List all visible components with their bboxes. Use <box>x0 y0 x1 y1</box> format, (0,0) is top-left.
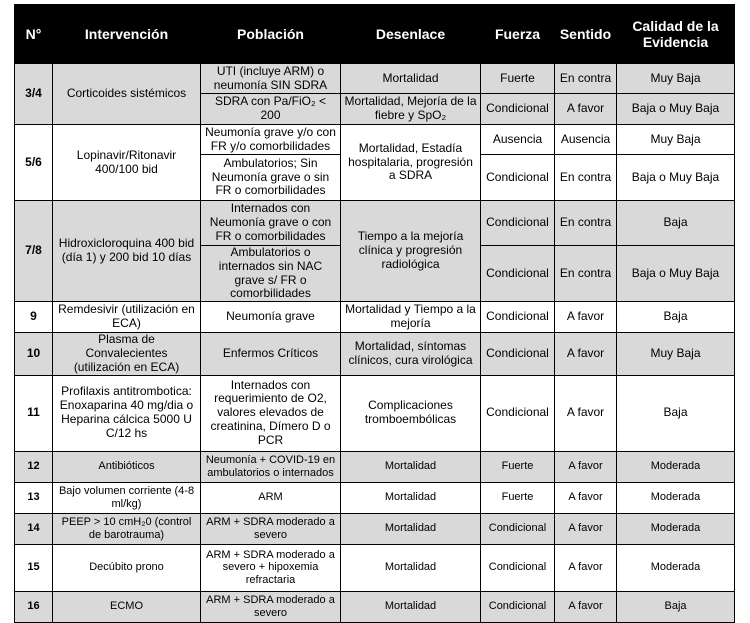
row-num: 5/6 <box>15 125 53 201</box>
row-intervencion: Remdesivir (utilización en ECA) <box>53 302 201 333</box>
row-sentido: A favor <box>555 513 617 544</box>
table-row <box>15 201 735 246</box>
header-intervencion: Intervención <box>53 5 201 64</box>
row-sentido: Ausencia <box>555 125 617 155</box>
row-calidad: Baja <box>617 375 735 451</box>
row-fuerza: Condicional <box>481 591 555 622</box>
row-fuerza: Fuerte <box>481 451 555 482</box>
row-intervencion: ECMO <box>53 591 201 622</box>
row-fuerza: Condicional <box>481 155 555 201</box>
header-sentido: Sentido <box>555 5 617 64</box>
table-row <box>15 302 735 333</box>
row-num: 9 <box>15 302 53 333</box>
row-calidad: Baja o Muy Baja <box>617 246 735 302</box>
row-num: 10 <box>15 333 53 375</box>
row-calidad: Baja o Muy Baja <box>617 155 735 201</box>
row-poblacion: Ambulatorios; Sin Neumonía grave o sin FR o comorbilidades <box>201 155 341 201</box>
table-row <box>15 544 735 591</box>
row-calidad: Muy Baja <box>617 333 735 375</box>
row-calidad: Moderada <box>617 513 735 544</box>
row-fuerza: Condicional <box>481 302 555 333</box>
header-calidad: Calidad de la Evidencia <box>617 5 735 64</box>
row-poblacion: SDRA con Pa/FiO₂ < 200 <box>201 94 341 125</box>
evidence-table <box>14 4 735 623</box>
row-sentido: En contra <box>555 246 617 302</box>
row-calidad: Baja o Muy Baja <box>617 94 735 125</box>
row-poblacion: ARM + SDRA moderado a severo + hipoxemia refractaria <box>201 544 341 591</box>
row-poblacion: Neumonía grave <box>201 302 341 333</box>
row-calidad: Moderada <box>617 544 735 591</box>
header-desenlace: Desenlace <box>341 5 481 64</box>
row-num: 16 <box>15 591 53 622</box>
row-sentido: A favor <box>555 333 617 375</box>
row-sentido: A favor <box>555 591 617 622</box>
table-header-row <box>15 5 735 64</box>
row-fuerza: Fuerte <box>481 482 555 513</box>
table-row <box>15 482 735 513</box>
row-poblacion: ARM <box>201 482 341 513</box>
row-sentido: En contra <box>555 64 617 94</box>
row-calidad: Muy Baja <box>617 125 735 155</box>
table-row <box>15 513 735 544</box>
row-sentido: A favor <box>555 451 617 482</box>
row-num: 15 <box>15 544 53 591</box>
table-row <box>15 375 735 451</box>
row-desenlace: Mortalidad, Estadía hospitalaria, progresión a SDRA <box>341 125 481 201</box>
row-fuerza: Condicional <box>481 94 555 125</box>
row-fuerza: Ausencia <box>481 125 555 155</box>
row-desenlace: Mortalidad <box>341 451 481 482</box>
row-intervencion: Corticoides sistémicos <box>53 64 201 125</box>
row-calidad: Moderada <box>617 451 735 482</box>
row-sentido: En contra <box>555 155 617 201</box>
row-num: 13 <box>15 482 53 513</box>
row-desenlace: Mortalidad, Mejoría de la fiebre y SpO₂ <box>341 94 481 125</box>
row-intervencion: Lopinavir/Ritonavir 400/100 bid <box>53 125 201 201</box>
row-num: 7/8 <box>15 201 53 302</box>
row-poblacion: UTI (incluye ARM) o neumonía SIN SDRA <box>201 64 341 94</box>
row-sentido: A favor <box>555 94 617 125</box>
row-num: 11 <box>15 375 53 451</box>
row-fuerza: Condicional <box>481 246 555 302</box>
row-poblacion: Internados con requerimiento de O2, valores elevados de creatinina, Dímero D o PCR <box>201 375 341 451</box>
row-desenlace: Mortalidad <box>341 482 481 513</box>
row-intervencion: Antibióticos <box>53 451 201 482</box>
row-intervencion: Profilaxis antitrombotica: Enoxaparina 40 mg/dia o Heparina cálcica 5000 U C/12 hs <box>53 375 201 451</box>
row-num: 3/4 <box>15 64 53 125</box>
row-intervencion: Bajo volumen corriente (4-8 ml/kg) <box>53 482 201 513</box>
row-fuerza: Condicional <box>481 201 555 246</box>
row-poblacion: ARM + SDRA moderado a severo <box>201 513 341 544</box>
row-poblacion: Internados con Neumonía grave o con FR o comorbilidades <box>201 201 341 246</box>
row-poblacion: Ambulatorios o internados sin NAC grave s/ FR o comorbilidades <box>201 246 341 302</box>
row-fuerza: Condicional <box>481 513 555 544</box>
row-desenlace: Mortalidad, síntomas clínicos, cura virológica <box>341 333 481 375</box>
table-row <box>15 125 735 155</box>
row-poblacion: Enfermos Críticos <box>201 333 341 375</box>
row-intervencion: PEEP > 10 cmH₂0 (control de barotrauma) <box>53 513 201 544</box>
row-fuerza: Condicional <box>481 544 555 591</box>
row-calidad: Baja <box>617 302 735 333</box>
row-sentido: A favor <box>555 302 617 333</box>
table-row <box>15 64 735 94</box>
header-num: N° <box>15 5 53 64</box>
row-desenlace: Complicaciones tromboembólicas <box>341 375 481 451</box>
row-desenlace: Mortalidad <box>341 544 481 591</box>
row-num: 14 <box>15 513 53 544</box>
row-poblacion: ARM + SDRA moderado a severo <box>201 591 341 622</box>
row-fuerza: Condicional <box>481 333 555 375</box>
header-fuerza: Fuerza <box>481 5 555 64</box>
row-poblacion: Neumonía grave y/o con FR y/o comorbilidades <box>201 125 341 155</box>
row-calidad: Baja <box>617 201 735 246</box>
table-row <box>15 591 735 622</box>
row-sentido: A favor <box>555 544 617 591</box>
header-poblacion: Población <box>201 5 341 64</box>
row-sentido: A favor <box>555 375 617 451</box>
row-sentido: A favor <box>555 482 617 513</box>
row-desenlace: Mortalidad <box>341 513 481 544</box>
row-desenlace: Mortalidad y Tiempo a la mejoría <box>341 302 481 333</box>
row-poblacion: Neumonía + COVID-19 en ambulatorios o internados <box>201 451 341 482</box>
row-intervencion: Plasma de Convalecientes (utilización en ECA) <box>53 333 201 375</box>
row-intervencion: Decúbito prono <box>53 544 201 591</box>
row-desenlace: Mortalidad <box>341 591 481 622</box>
row-intervencion: Hidroxicloroquina 400 bid (día 1) y 200 bid 10 días <box>53 201 201 302</box>
table-row <box>15 333 735 375</box>
row-calidad: Muy Baja <box>617 64 735 94</box>
row-num: 12 <box>15 451 53 482</box>
row-desenlace: Mortalidad <box>341 64 481 94</box>
row-calidad: Baja <box>617 591 735 622</box>
row-calidad: Moderada <box>617 482 735 513</box>
row-fuerza: Condicional <box>481 375 555 451</box>
table-row <box>15 451 735 482</box>
row-fuerza: Fuerte <box>481 64 555 94</box>
row-desenlace: Tiempo a la mejoría clínica y progresión radiológica <box>341 201 481 302</box>
row-sentido: En contra <box>555 201 617 246</box>
